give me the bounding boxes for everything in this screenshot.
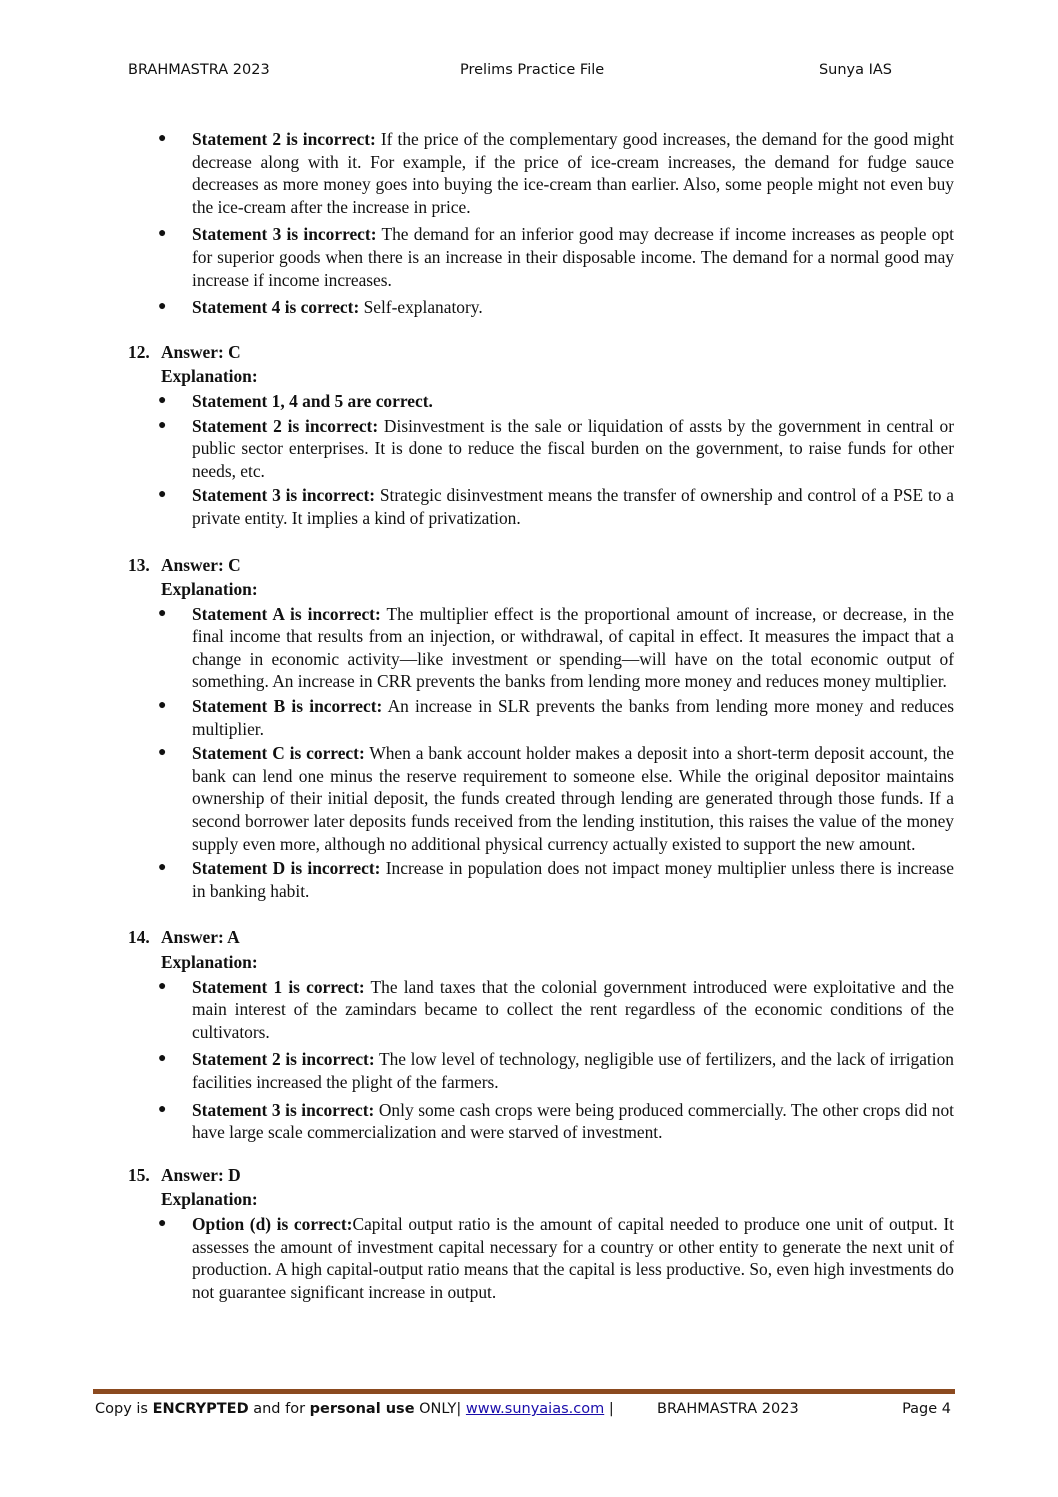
bullet-icon: ● bbox=[158, 978, 167, 994]
bullet-icon: ● bbox=[158, 605, 167, 621]
bullet-item: ● Statement 4 is correct: Self-explanatory. bbox=[158, 297, 483, 318]
header-center-title: Prelims Practice File bbox=[460, 62, 605, 78]
header-right-title: Sunya IAS bbox=[818, 62, 892, 78]
question-15 bbox=[128, 1164, 954, 1304]
answer-heading: 13. Answer: C bbox=[128, 554, 241, 575]
header-left-title: BRAHMASTRA 2023 bbox=[128, 62, 270, 78]
footer-copy-notice: Copy is ENCRYPTED and for personal use ONLY| www.sunyaias.com | bbox=[95, 1401, 614, 1417]
question-13 bbox=[128, 554, 954, 903]
question-12 bbox=[128, 341, 954, 530]
bullet-icon: ● bbox=[158, 860, 167, 876]
explanation-label: Explanation: bbox=[161, 952, 258, 972]
bullet-list bbox=[128, 976, 954, 1144]
bullet-item: ● Statement 2 is incorrect: The low level of technology, negligible use of fertilizers, and the lack of irrigation facilities increased the plight of the farmers. bbox=[158, 1049, 954, 1092]
answer-heading: 12. Answer: C bbox=[128, 341, 241, 362]
bullet-item: ● Statement 1 is correct: The land taxes that the colonial government introduced were exploitative and the main interest of the zamindars became to collect the rent regardless of the economic conditions of the cultivators. bbox=[158, 976, 954, 1042]
bullet-item: ● Statement B is incorrect: An increase in SLR prevents the banks from lending more money and reduces multiplier. bbox=[158, 696, 954, 739]
bullet-icon: ● bbox=[158, 698, 167, 714]
bullet-icon: ● bbox=[158, 299, 167, 315]
bullet-item: ● Statement 3 is incorrect: Strategic disinvestment means the transfer of ownership and control of a PSE to a private entity. It implies a kind of privatization. bbox=[158, 485, 954, 528]
footer-brand: BRAHMASTRA 2023 bbox=[657, 1401, 799, 1417]
answer-heading: 14. Answer: A bbox=[128, 927, 240, 948]
page-content bbox=[128, 128, 954, 1305]
continued-bullet-list bbox=[128, 128, 954, 319]
page-number: Page 4 bbox=[902, 1401, 951, 1417]
website-link[interactable]: www.sunyaias.com bbox=[465, 1401, 605, 1417]
bullet-icon: ● bbox=[158, 1051, 167, 1067]
bullet-icon: ● bbox=[158, 392, 167, 408]
explanation-label: Explanation: bbox=[161, 579, 258, 600]
bullet-item: ● Statement 2 is incorrect: Disinvestment is the sale or liquidation of assts by the government in central or public sector enterprises. It is done to reduce the fiscal burden on the government, to raise funds for other needs, etc. bbox=[158, 415, 954, 481]
bullet-icon: ● bbox=[158, 745, 167, 761]
bullet-icon: ● bbox=[158, 417, 167, 433]
bullet-icon: ● bbox=[158, 131, 167, 146]
bullet-item: ● Statement 2 is incorrect: If the price of the complementary good increases, the demand for the good might decrease along with it. For example, if the price of ice-cream increases, the demand for fudge sauce decreases as more money goes into buying the ice-cream than earlier. Also, some people might not even buy the ice-cream after the increase in price. bbox=[158, 129, 954, 217]
bullet-icon: ● bbox=[158, 226, 167, 242]
bullet-item: ● Statement 1, 4 and 5 are correct. bbox=[158, 390, 433, 411]
answer-heading: 15. Answer: D bbox=[128, 1164, 241, 1185]
bullet-item: ● Statement 3 is incorrect: Only some cash crops were being produced commercially. The other crops did not have large scale commercialization and were starved of investment. bbox=[158, 1099, 954, 1143]
bullet-list bbox=[128, 390, 954, 530]
bullet-list bbox=[128, 603, 954, 903]
page-header bbox=[128, 62, 892, 86]
bullet-item: ● Statement 3 is incorrect: The demand for an inferior good may decrease if income increases as people opt for superior goods when there is an increase in their disposable income. The demand for a normal good may increase if income increases. bbox=[158, 224, 954, 290]
bullet-item: ● Statement D is incorrect: Increase in population does not impact money multiplier unless there is increase in banking habit. bbox=[158, 858, 954, 901]
footer-rule bbox=[93, 1389, 955, 1394]
explanation-label: Explanation: bbox=[161, 1189, 258, 1210]
bullet-item: ● Statement C is correct: When a bank account holder makes a deposit into a short-term deposit account, the bank can lend one minus the reserve requirement to someone else. While the original depositor maintains ownership of their initial deposit, the funds created through lending are generated through those funds. If a second borrower later deposits funds received from the lending institution, this raises the value of the money supply even more, although no additional physical currency actually existed to support the new amount. bbox=[158, 743, 954, 854]
bullet-icon: ● bbox=[158, 1101, 167, 1117]
bullet-icon: ● bbox=[158, 487, 167, 503]
page-footer bbox=[95, 1401, 951, 1425]
bullet-icon: ● bbox=[158, 1215, 167, 1231]
bullet-item: ● Statement A is incorrect: The multiplier effect is the proportional amount of increase, or decrease, in the final income that results from an injection, or withdrawal, of capital in effect. It measures the impact that a change in economic activity—like investment or spending—will have on the total economic output of something. An increase in CRR prevents the banks from lending more money and reduces money multiplier. bbox=[158, 603, 954, 692]
bullet-list bbox=[128, 1213, 954, 1303]
explanation-label: Explanation: bbox=[161, 366, 258, 387]
question-14 bbox=[128, 926, 954, 1143]
bullet-item: ● Option (d) is correct:Capital output ratio is the amount of capital needed to produce one unit of output. It assesses the amount of investment capital necessary for a country or other entity to generate the next unit of production. A high capital-output ratio means that the capital is less productive. So, even high investments do not guarantee significant increase in output. bbox=[158, 1213, 954, 1302]
